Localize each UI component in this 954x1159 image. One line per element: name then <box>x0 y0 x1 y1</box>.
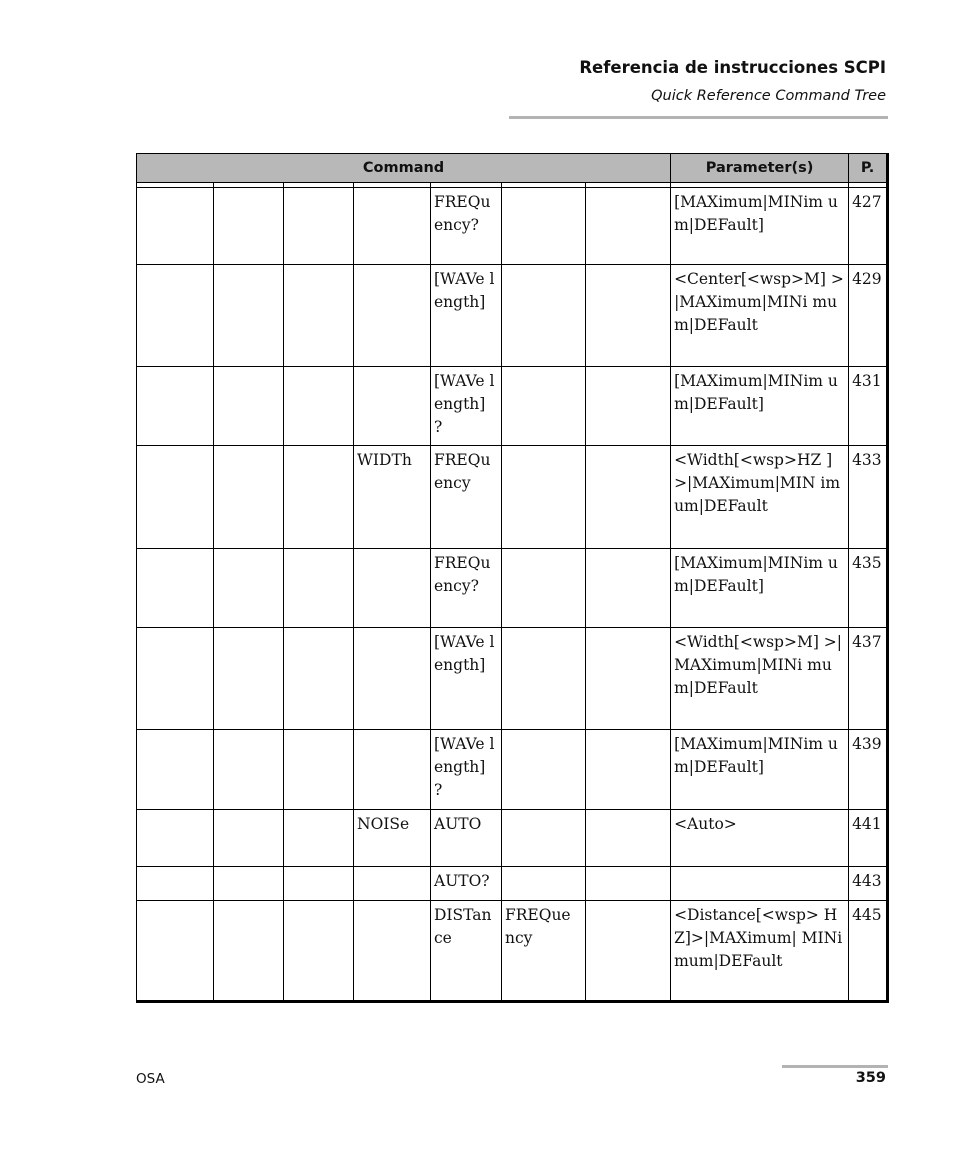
cell-level-6 <box>502 549 586 628</box>
cell-parameters <box>671 867 849 901</box>
cell-level-5: DISTan ce <box>431 901 502 1002</box>
cell-level-5: [WAVe length] ? <box>431 367 502 446</box>
table-row <box>137 549 888 628</box>
cell-level-5: AUTO? <box>431 867 502 901</box>
cell-parameters: [MAXimum|MINim um|DEFault] <box>671 188 849 265</box>
cell-level-4 <box>354 867 431 901</box>
cell-level-1 <box>137 549 214 628</box>
cell-page: 433 <box>849 446 888 549</box>
cell-level-6 <box>502 628 586 730</box>
table-row <box>137 188 888 265</box>
cell-level-3 <box>284 188 354 265</box>
cell-level-3 <box>284 730 354 810</box>
cell-level-7 <box>586 901 671 1002</box>
cell-level-2 <box>214 901 284 1002</box>
table-row <box>137 265 888 367</box>
table-row <box>137 867 888 901</box>
cell-page: 429 <box>849 265 888 367</box>
cell-level-1 <box>137 188 214 265</box>
cell-level-5: FREQu ency <box>431 446 502 549</box>
table-row <box>137 901 888 1002</box>
cell-page: 439 <box>849 730 888 810</box>
cell-level-5: [WAVe length] <box>431 628 502 730</box>
cell-level-3 <box>284 628 354 730</box>
footer-product-name: OSA <box>136 1071 165 1087</box>
cell-level-7 <box>586 730 671 810</box>
cell-level-2 <box>214 367 284 446</box>
cell-level-4 <box>354 628 431 730</box>
cell-level-7 <box>586 367 671 446</box>
cell-level-5: [WAVe length] <box>431 265 502 367</box>
cell-level-6 <box>502 810 586 867</box>
cell-level-2 <box>214 867 284 901</box>
header-parameters: Parameter(s) <box>671 154 849 183</box>
cell-level-1 <box>137 367 214 446</box>
cell-level-5: [WAVe length] ? <box>431 730 502 810</box>
footer-divider <box>782 1065 888 1068</box>
cell-level-7 <box>586 810 671 867</box>
table-row <box>137 628 888 730</box>
cell-parameters: [MAXimum|MINim um|DEFault] <box>671 367 849 446</box>
cell-level-4: WIDTh <box>354 446 431 549</box>
cell-level-2 <box>214 549 284 628</box>
cell-level-7 <box>586 188 671 265</box>
cell-parameters: [MAXimum|MINim um|DEFault] <box>671 730 849 810</box>
cell-level-4: NOISe <box>354 810 431 867</box>
cell-level-7 <box>586 265 671 367</box>
header-command: Command <box>137 154 671 183</box>
cell-level-4 <box>354 367 431 446</box>
cell-level-2 <box>214 810 284 867</box>
cell-level-3 <box>284 810 354 867</box>
cell-level-1 <box>137 810 214 867</box>
table-header-row <box>137 154 888 183</box>
page-header-title: Referencia de instrucciones SCPI <box>579 58 886 77</box>
cell-level-3 <box>284 265 354 367</box>
cell-level-4 <box>354 549 431 628</box>
cell-level-4 <box>354 901 431 1002</box>
cell-level-6 <box>502 367 586 446</box>
cell-level-2 <box>214 188 284 265</box>
cell-page: 427 <box>849 188 888 265</box>
cell-parameters: <Width[<wsp>M] >|MAXimum|MINi mum|DEFault <box>671 628 849 730</box>
cell-parameters: <Center[<wsp>M] >|MAXimum|MINi mum|DEFault <box>671 265 849 367</box>
cell-level-6 <box>502 265 586 367</box>
cell-level-1 <box>137 446 214 549</box>
cell-level-3 <box>284 901 354 1002</box>
cell-level-1 <box>137 867 214 901</box>
cell-level-6: FREQue ncy <box>502 901 586 1002</box>
cell-level-3 <box>284 446 354 549</box>
cell-level-6 <box>502 867 586 901</box>
cell-level-3 <box>284 549 354 628</box>
cell-level-4 <box>354 188 431 265</box>
cell-level-2 <box>214 265 284 367</box>
table-row <box>137 367 888 446</box>
cell-parameters: <Width[<wsp>HZ ]>|MAXimum|MIN imum|DEFault <box>671 446 849 549</box>
cell-parameters: [MAXimum|MINim um|DEFault] <box>671 549 849 628</box>
cell-level-2 <box>214 730 284 810</box>
cell-page: 435 <box>849 549 888 628</box>
cell-level-6 <box>502 446 586 549</box>
table-row <box>137 446 888 549</box>
cell-level-1 <box>137 730 214 810</box>
command-table <box>136 153 889 1003</box>
cell-level-7 <box>586 867 671 901</box>
header-page: P. <box>849 154 888 183</box>
cell-level-2 <box>214 628 284 730</box>
cell-level-4 <box>354 730 431 810</box>
cell-level-1 <box>137 265 214 367</box>
page-header-subtitle: Quick Reference Command Tree <box>651 88 886 104</box>
cell-page: 443 <box>849 867 888 901</box>
cell-parameters: <Distance[<wsp> HZ]>|MAXimum| MINimum|DEFault <box>671 901 849 1002</box>
cell-page: 431 <box>849 367 888 446</box>
header-divider <box>509 116 888 119</box>
table-row <box>137 730 888 810</box>
cell-level-3 <box>284 867 354 901</box>
page-number: 359 <box>855 1070 886 1086</box>
cell-page: 441 <box>849 810 888 867</box>
cell-level-6 <box>502 188 586 265</box>
cell-level-3 <box>284 367 354 446</box>
cell-level-5: FREQu ency? <box>431 549 502 628</box>
cell-level-1 <box>137 628 214 730</box>
cell-level-1 <box>137 901 214 1002</box>
cell-page: 445 <box>849 901 888 1002</box>
cell-level-6 <box>502 730 586 810</box>
cell-level-7 <box>586 549 671 628</box>
cell-level-5: FREQu ency? <box>431 188 502 265</box>
cell-level-5: AUTO <box>431 810 502 867</box>
table-row <box>137 810 888 867</box>
cell-parameters: <Auto> <box>671 810 849 867</box>
cell-level-4 <box>354 265 431 367</box>
cell-level-7 <box>586 628 671 730</box>
cell-level-2 <box>214 446 284 549</box>
cell-page: 437 <box>849 628 888 730</box>
cell-level-7 <box>586 446 671 549</box>
